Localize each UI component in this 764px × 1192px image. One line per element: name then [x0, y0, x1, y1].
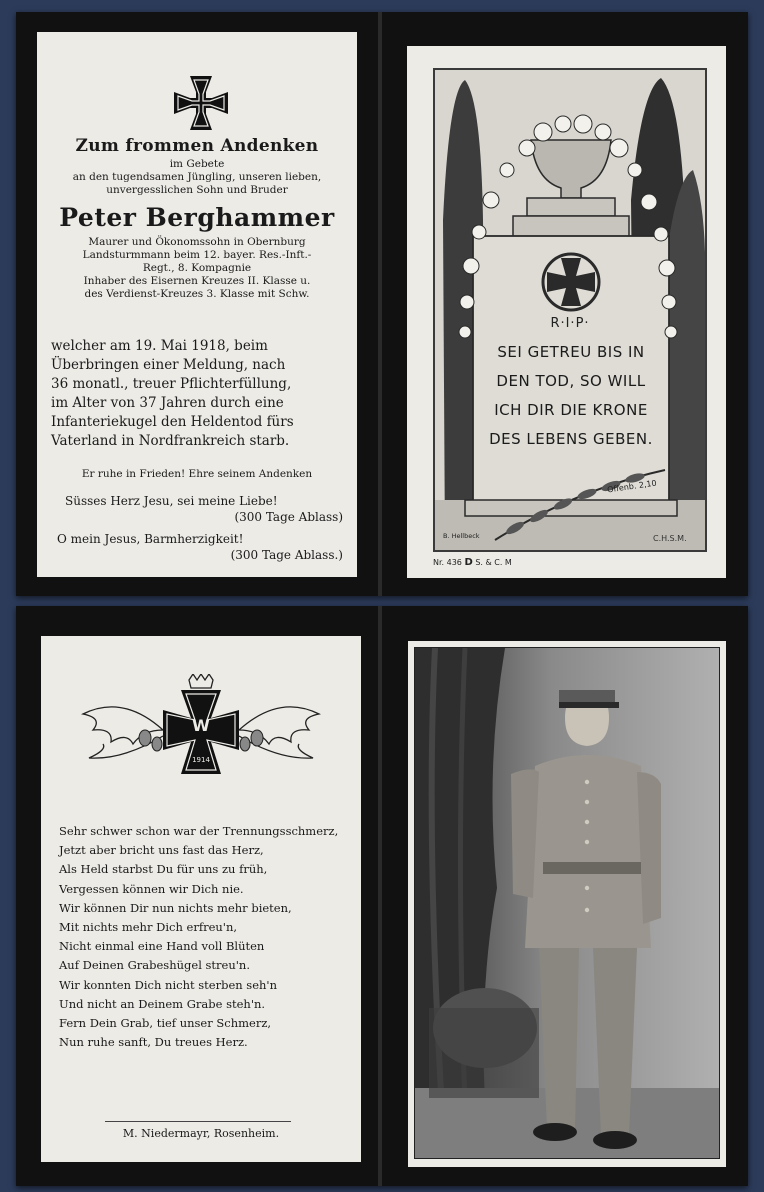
soldier-photo [414, 647, 720, 1159]
poem-line: Wir können Dir nun nichts mehr bieten, [59, 900, 292, 915]
death-line: welcher am 19. Mai 1918, beim [51, 338, 268, 354]
poem-line: Nun ruhe sanft, Du treues Herz. [59, 1035, 248, 1050]
poem-line: Und nicht an Deinem Grabe steh'n. [59, 996, 266, 1011]
inscription-line: DEN TOD, SO WILL [496, 372, 646, 390]
back-right-panel [408, 641, 726, 1167]
front-right-panel [407, 46, 726, 578]
artist-monogram: C.H.S.M. [653, 534, 687, 543]
death-line: im Alter von 37 Jahren durch eine [51, 395, 284, 411]
death-line: Vaterland in Nordfrankreich starb. [51, 433, 290, 449]
back-left-panel [41, 636, 361, 1162]
info-line: Inhaber des Eisernen Kreuzes II. Klasse u. [83, 275, 311, 287]
emblem-year: 1914 [192, 756, 210, 764]
poem-line: Fern Dein Grab, tief unser Schmerz, [59, 1016, 272, 1031]
info-line: Landsturmmann beim 12. bayer. Res.-Inft.- [82, 249, 312, 261]
heading: Zum frommen Andenken [75, 136, 319, 156]
inscription-line: DES LEBENS GEBEN. [489, 430, 653, 448]
grave-illustration [433, 68, 707, 552]
poem-line: Nicht einmal eine Hand voll Blüten [59, 939, 265, 954]
info-line: des Verdienst-Kreuzes 3. Klasse mit Schw. [84, 288, 310, 300]
inscription-line: SEI GETREU BIS IN [497, 343, 645, 361]
info-line: Regt., 8. Kompagnie [142, 262, 252, 274]
memorial-card-front [16, 12, 748, 596]
emblem-letter: W [192, 716, 210, 735]
poem-line: Sehr schwer schon war der Trennungsschmerz, [59, 824, 339, 838]
prayer-1-ablass: (300 Tage Ablass) [234, 510, 343, 524]
poem-line: Als Held starbst Du für uns zu früh, [59, 862, 268, 877]
iron-cross-icon [172, 74, 230, 132]
deceased-name: Peter Berghammer [59, 203, 335, 232]
peace-line: Er ruhe in Frieden! Ehre seinem Andenken [81, 468, 313, 480]
front-left-panel [37, 32, 357, 577]
bible-reference: Offenb. 2,10 [606, 478, 658, 495]
prayer-2: O mein Jesus, Barmherzigkeit! [57, 532, 244, 546]
death-line: 36 monatl., treuer Pflichterfüllung, [51, 376, 292, 392]
inscription-line: ICH DIR DIE KRONE [494, 401, 648, 419]
printer-divider [105, 1121, 291, 1122]
rip-label: R·I·P· [550, 316, 590, 331]
intro-line-1: an den tugendsamen Jüngling, unseren lieben, [72, 171, 322, 183]
poem-line: Jetzt aber bricht uns fast das Herz, [59, 843, 264, 858]
printer-line: M. Niedermayr, Rosenheim. [122, 1127, 280, 1140]
poem-line: Auf Deinen Grabeshügel streu'n. [59, 958, 250, 973]
print-number: Nr. 436 D S. & C. M [433, 557, 512, 568]
line-gebete: im Gebete [169, 158, 225, 170]
prayer-1: Süsses Herz Jesu, sei meine Liebe! [65, 494, 278, 508]
memorial-card-back [16, 606, 748, 1186]
card-fold [378, 12, 382, 596]
intro-line-2: unvergesslichen Sohn und Bruder [106, 184, 288, 196]
death-line: Infanteriekugel den Heldentod fürs [51, 414, 294, 430]
poem-line: Wir konnten Dich nicht sterben seh'n [59, 977, 277, 992]
death-line: Überbringen einer Meldung, nach [51, 357, 286, 373]
prayer-2-ablass: (300 Tage Ablass.) [230, 548, 343, 562]
poem-line: Mit nichts mehr Dich erfreu'n, [59, 920, 238, 935]
iron-cross-1914-emblem [63, 674, 339, 778]
info-line: Maurer und Ökonomssohn in Obernburg [88, 236, 306, 248]
artist-signature: B. Hellbeck [443, 532, 480, 540]
card-fold [378, 606, 382, 1186]
poem-line: Vergessen können wir Dich nie. [59, 881, 244, 896]
